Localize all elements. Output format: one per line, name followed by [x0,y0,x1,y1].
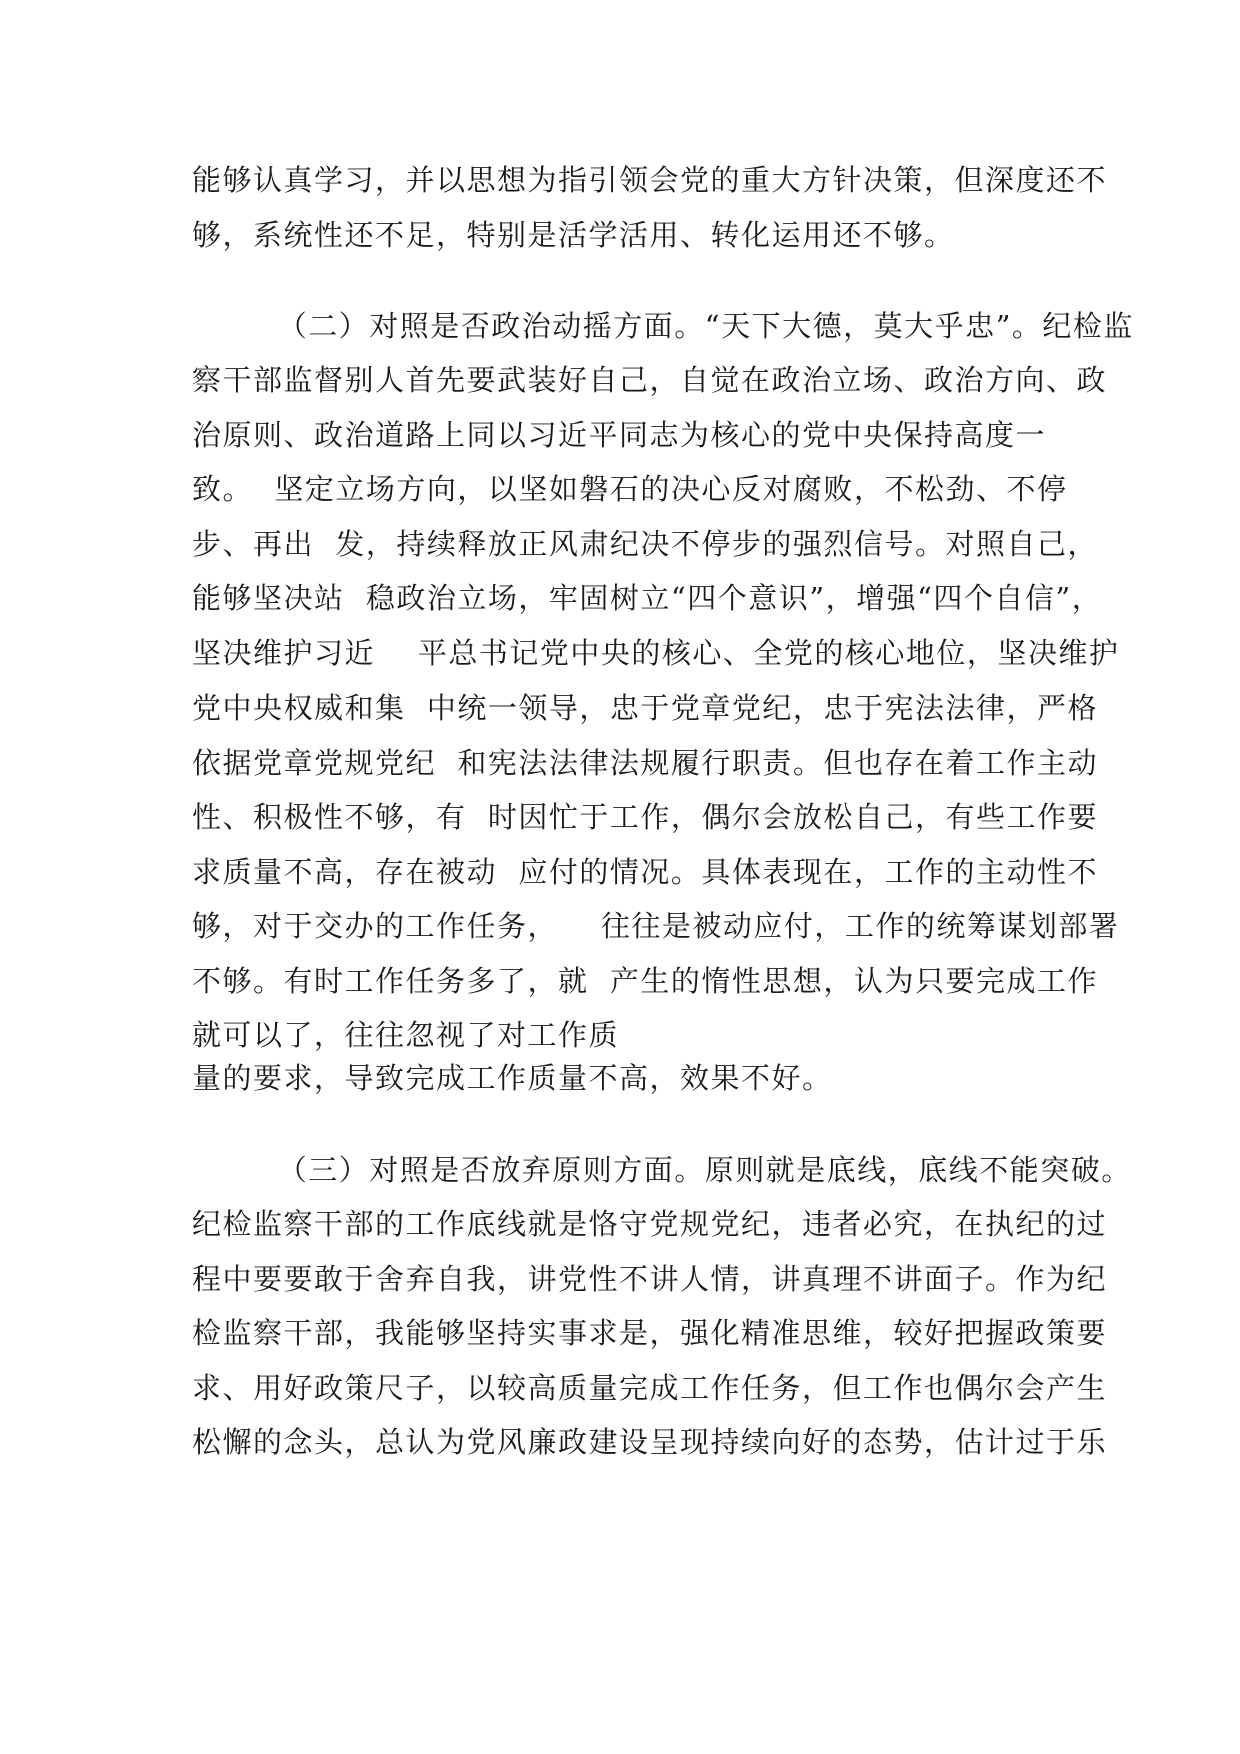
paragraph-2-line-3: 治原则、政治道路上同以习近平同志为核心的党中央保持高度一 [192,418,1047,452]
paragraph-3-line-1: （三）对照是否放弃原则方面。原则就是底线，底线不能突破。 [192,1153,1132,1187]
paragraph-2-line-9: 依据党章党规党纪 和宪法法律法规履行职责。但也存在着工作主动 [192,746,1098,780]
paragraph-2-line-2: 察干部监督别人首先要武装好自己，自觉在政治立场、政治方向、政 [192,363,1108,397]
paragraph-3-line-6: 松懈的念头，总认为党风廉政建设呈现持续向好的态势，估计过于乐 [192,1425,1108,1459]
paragraph-2-line-12: 够，对于交办的工作任务， 往往是被动应付，工作的统筹谋划部署 [192,909,1120,943]
paragraph-3-line-5: 求、用好政策尺子，以较高质量完成工作任务，但工作也偶尔会产生 [192,1371,1108,1405]
paragraph-2-line-4: 致。 坚定立场方向，以坚如磐石的决心反对腐败，不松劲、不停 [192,472,1068,506]
paragraph-2-line-13: 不够。有时工作任务多了，就 产生的惰性思想，认为只要完成工作 [192,964,1098,998]
paragraph-2-line-6: 能够坚决站 稳政治立场，牢固树立“四个意识”，增强“四个自信”， [192,581,1103,615]
paragraph-2-line-15: 量的要求，导致完成工作质量不高，效果不好。 [192,1061,833,1095]
paragraph-1-line-2: 够，系统性还不足，特别是活学活用、转化运用还不够。 [192,218,955,252]
paragraph-3-line-4: 检监察干部，我能够坚持实事求是，强化精准思维，较好把握政策要 [192,1316,1108,1350]
paragraph-2-line-1: （二）对照是否政治动摇方面。“天下大德，莫大乎忠”。纪检监 [192,309,1134,343]
paragraph-3-line-2: 纪检监察干部的工作底线就是恪守党规党纪，违者必究，在执纪的过 [192,1207,1108,1241]
paragraph-2-line-11: 求质量不高，存在被动 应付的情况。具体表现在，工作的主动性不 [192,855,1098,889]
paragraph-2-line-10: 性、积极性不够，有 时因忙于工作，偶尔会放松自己，有些工作要 [192,800,1098,834]
paragraph-3-line-3: 程中要要敢于舍弃自我，讲党性不讲人情，讲真理不讲面子。作为纪 [192,1262,1108,1296]
paragraph-1-line-1: 能够认真学习，并以思想为指引领会党的重大方针决策，但深度还不 [192,163,1108,197]
paragraph-2-line-14: 就可以了，往往忽视了对工作质 [192,1018,620,1052]
paragraph-2-line-7: 坚决维护习近 平总书记党中央的核心、全党的核心地位，坚决维护 [192,636,1120,670]
paragraph-2-line-5: 步、再出 发，持续释放正风肃纪决不停步的强烈信号。对照自己， [192,527,1098,561]
paragraph-2-line-8: 党中央权威和集 中统一领导，忠于党章党纪，忠于宪法法律，严格 [192,691,1098,725]
